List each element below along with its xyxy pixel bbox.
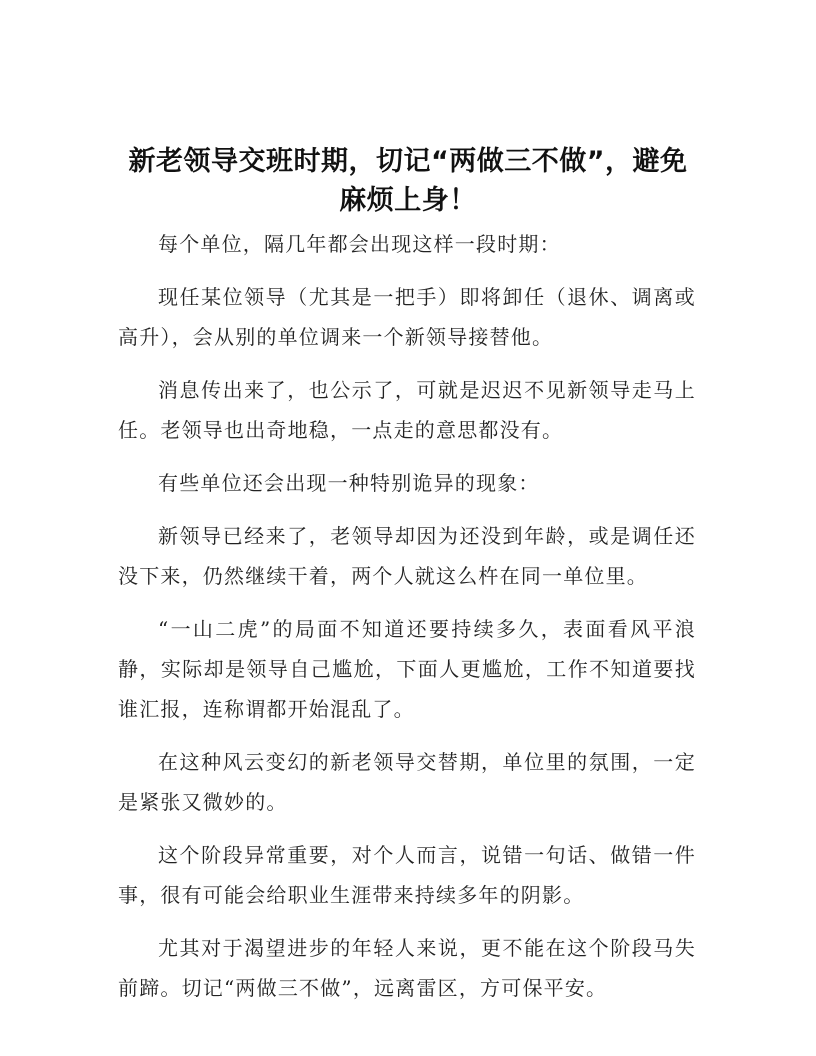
document-title: 新老领导交班时期，切记“两做三不做”，避免麻烦上身！ <box>128 146 688 216</box>
paragraph: 这个阶段异常重要，对个人而言，说错一句话、做错一件事，很有可能会给职业生涯带来持续多年的阴影。 <box>118 843 696 907</box>
paragraph: 尤其对于渴望进步的年轻人来说，更不能在这个阶段马失前蹄。切记“两做三不做”，远离雷区，方可保平安。 <box>118 936 696 1000</box>
paragraph: 消息传出来了，也公示了，可就是迟迟不见新领导走马上任。老领导也出奇地稳，一点走的意思都没有。 <box>118 378 696 442</box>
paragraph: 有些单位还会出现一种特别诡异的现象： <box>158 471 540 495</box>
paragraph: 在这种风云变幻的新老领导交替期，单位里的氛围，一定是紧张又微妙的。 <box>118 750 696 814</box>
paragraph: 新领导已经来了，老领导却因为还没到年龄，或是调任还没下来，仍然继续干着，两个人就这么杵在同一单位里。 <box>118 524 696 588</box>
paragraph: 现任某位领导（尤其是一把手）即将卸任（退休、调离或高升），会从别的单位调来一个新领导接替他。 <box>118 285 696 349</box>
document-body <box>118 224 696 1021</box>
paragraph: 每个单位，隔几年都会出现这样一段时期： <box>158 232 561 256</box>
paragraph: “一山二虎”的局面不知道还要持续多久，表面看风平浪静，实际却是领导自己尴尬，下面人更尴尬，工作不知道要找谁汇报，连称谓都开始混乱了。 <box>118 617 696 721</box>
